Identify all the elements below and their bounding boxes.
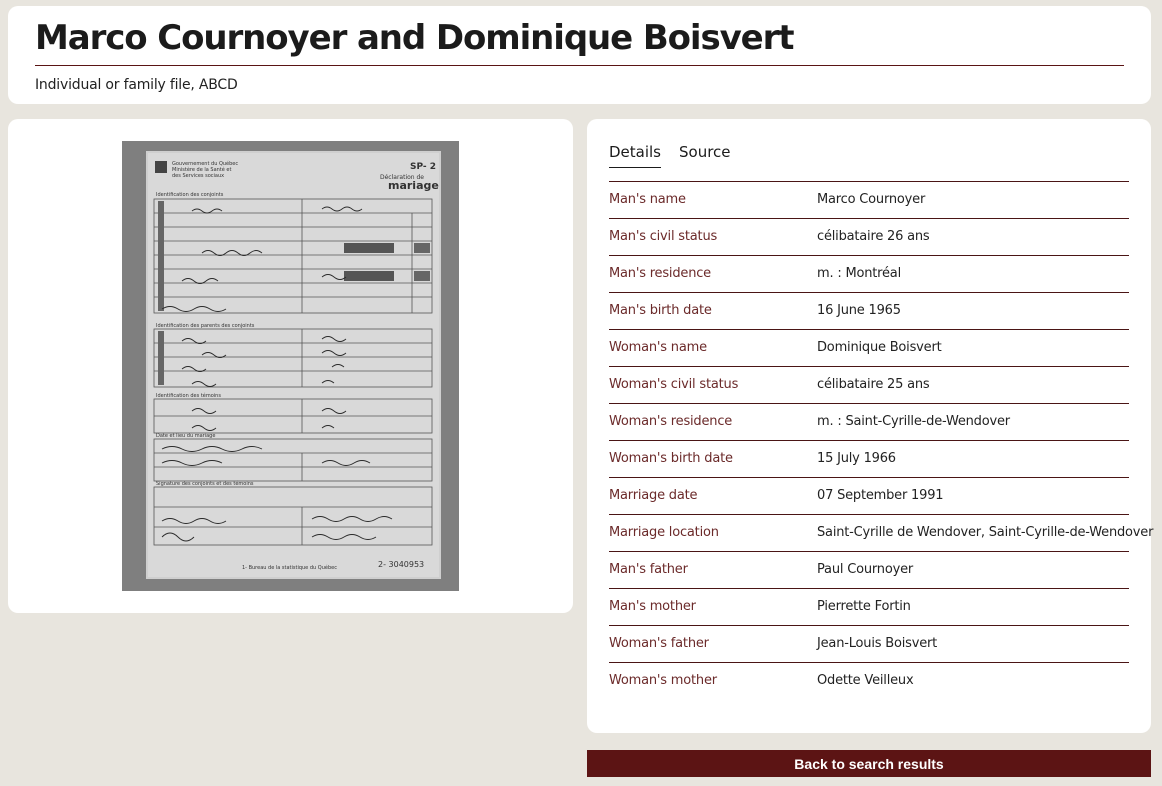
detail-value: Dominique Boisvert xyxy=(817,340,942,355)
detail-value: célibataire 25 ans xyxy=(817,377,930,392)
detail-value: Pierrette Fortin xyxy=(817,599,911,614)
detail-row-marriage-date xyxy=(609,477,1129,514)
detail-label: Woman's mother xyxy=(609,673,717,688)
detail-label: Woman's civil status xyxy=(609,377,739,392)
back-to-search-results-button[interactable]: Back to search results xyxy=(587,750,1151,777)
document-footer: 1- Bureau de la statistique du Québec xyxy=(242,565,337,571)
details-table xyxy=(609,181,1154,699)
detail-label: Woman's residence xyxy=(609,414,733,429)
detail-value: Saint-Cyrille de Wendover, Saint-Cyrille-de-Wendover xyxy=(817,525,1154,540)
detail-label: Man's residence xyxy=(609,266,711,281)
detail-tabs xyxy=(609,143,749,168)
form-code: SP- 2 xyxy=(410,162,437,172)
section-3-heading: Identification des témoins xyxy=(156,393,221,399)
record-type-subtitle: Individual or family file, ABCD xyxy=(35,77,238,93)
title-divider xyxy=(35,65,1124,66)
detail-label: Marriage date xyxy=(609,488,698,503)
detail-row-man-mother xyxy=(609,588,1129,625)
detail-value: m. : Saint-Cyrille-de-Wendover xyxy=(817,414,1010,429)
page-title: Marco Cournoyer and Dominique Boisvert xyxy=(35,18,794,58)
detail-value: 16 June 1965 xyxy=(817,303,901,318)
gov-line1: Gouvernement du Québec xyxy=(172,161,239,167)
detail-row-man-birth-date xyxy=(609,292,1129,329)
form-title-2: mariage xyxy=(388,179,439,192)
section-5-heading: Signature des conjoints et des témoins xyxy=(156,481,254,487)
tab-details[interactable]: Details xyxy=(609,143,661,168)
detail-label: Woman's father xyxy=(609,636,709,651)
detail-row-man-name xyxy=(609,181,1129,218)
detail-label: Woman's birth date xyxy=(609,451,733,466)
detail-label: Man's name xyxy=(609,192,686,207)
certificate-scan-graphic xyxy=(122,141,459,591)
record-details-panel xyxy=(587,119,1154,733)
section-2-heading: Identification des parents des conjoints xyxy=(156,323,255,329)
detail-value: Jean-Louis Boisvert xyxy=(817,636,938,651)
detail-row-woman-birth-date xyxy=(609,440,1129,477)
detail-label: Woman's name xyxy=(609,340,707,355)
tab-source[interactable]: Source xyxy=(679,143,731,161)
detail-value: m. : Montréal xyxy=(817,266,901,281)
detail-value: 07 September 1991 xyxy=(817,488,944,503)
detail-row-woman-civil-status xyxy=(609,366,1129,403)
document-image-panel xyxy=(8,119,573,613)
detail-row-man-civil-status xyxy=(609,218,1129,255)
detail-row-woman-name xyxy=(609,329,1129,366)
detail-row-man-residence xyxy=(609,255,1129,292)
detail-label: Marriage location xyxy=(609,525,719,540)
section-1-heading: Identification des conjoints xyxy=(156,192,224,198)
gov-line3: des Services sociaux xyxy=(172,173,225,179)
detail-row-woman-residence xyxy=(609,403,1129,440)
record-header xyxy=(8,6,1151,104)
marriage-certificate-image[interactable] xyxy=(122,141,459,591)
gov-line2: Ministère de la Santé et xyxy=(172,167,232,173)
detail-row-marriage-location xyxy=(609,514,1154,551)
detail-label: Man's mother xyxy=(609,599,696,614)
detail-row-woman-mother xyxy=(609,662,1129,699)
document-number: 2- 3040953 xyxy=(378,560,425,569)
section-4-heading: Date et lieu du mariage xyxy=(156,433,216,439)
detail-value: Paul Cournoyer xyxy=(817,562,914,577)
detail-row-man-father xyxy=(609,551,1129,588)
form-title-1: Déclaration de xyxy=(380,174,424,181)
detail-label: Man's civil status xyxy=(609,229,718,244)
detail-label: Man's birth date xyxy=(609,303,712,318)
detail-value: Marco Cournoyer xyxy=(817,192,926,207)
detail-row-woman-father xyxy=(609,625,1129,662)
detail-value: Odette Veilleux xyxy=(817,673,914,688)
detail-label: Man's father xyxy=(609,562,688,577)
detail-value: 15 July 1966 xyxy=(817,451,896,466)
detail-value: célibataire 26 ans xyxy=(817,229,930,244)
